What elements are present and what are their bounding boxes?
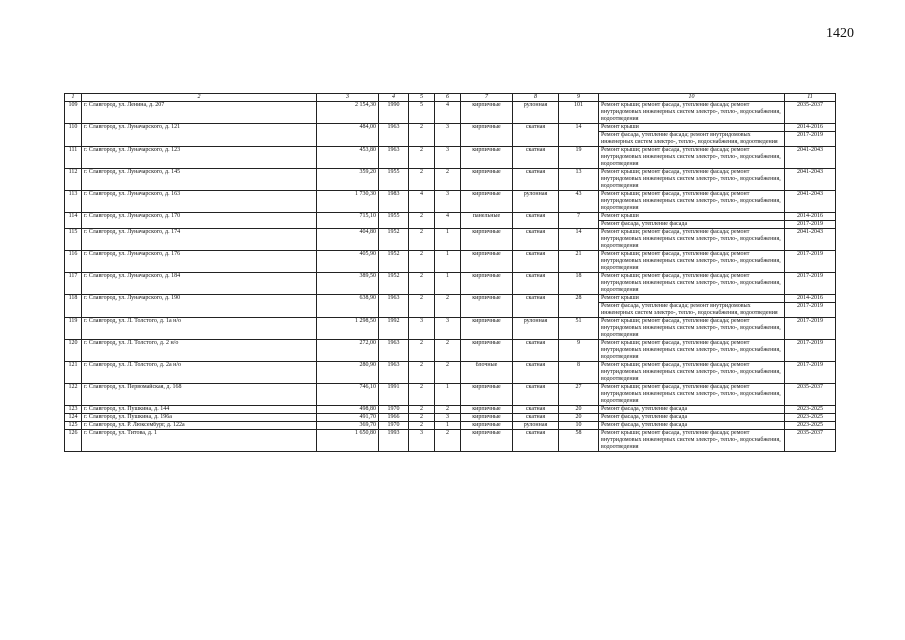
row-area: 2 154,30 [317, 102, 379, 124]
row-works: Ремонт фасада, утепление фасада [599, 406, 785, 414]
row-roof-type: скатная [513, 295, 559, 318]
row-address: г. Славгород, ул. Л. Толстого, д. 2а н/о [82, 362, 317, 384]
row-wall-material: кирпичные [461, 102, 513, 124]
table-body [65, 94, 836, 452]
row-period: 2017-2019 [785, 273, 836, 295]
row-works: Ремонт крыши; ремонт фасада, утепление фасада; ремонт внутридомовых инженерных систем электро-, тепло-, водоснабжения, водоотведения [599, 384, 785, 406]
row-entrances: 2 [435, 169, 461, 191]
column-number-row [65, 94, 836, 102]
row-area: 389,50 [317, 273, 379, 295]
table-row [65, 147, 836, 169]
row-year: 1963 [379, 340, 409, 362]
row-residents: 51 [559, 318, 599, 340]
column-header: 3 [317, 94, 379, 102]
row-year: 1992 [379, 318, 409, 340]
row-period: 2017-2019 [785, 318, 836, 340]
row-number: 118 [65, 295, 82, 318]
row-wall-material: кирпичные [461, 124, 513, 147]
row-year: 1963 [379, 124, 409, 147]
row-area: 1 730,30 [317, 191, 379, 213]
row-address: г. Славгород, ул. Луначарского, д. 184 [82, 273, 317, 295]
row-address: г. Славгород, ул. Луначарского, д. 174 [82, 229, 317, 251]
row-address: г. Славгород, ул. Луначарского, д. 145 [82, 169, 317, 191]
row-floors: 2 [409, 273, 435, 295]
row-period: 2035-2037 [785, 430, 836, 452]
column-header: 7 [461, 94, 513, 102]
row-entrances: 2 [435, 430, 461, 452]
row-number: 116 [65, 251, 82, 273]
row-number: 121 [65, 362, 82, 384]
row-entrances: 1 [435, 251, 461, 273]
table-row [65, 422, 836, 430]
row-entrances: 4 [435, 213, 461, 229]
row-area: 404,80 [317, 229, 379, 251]
row-residents: 21 [559, 251, 599, 273]
row-wall-material: кирпичные [461, 414, 513, 422]
row-entrances: 2 [435, 406, 461, 414]
row-floors: 2 [409, 406, 435, 414]
row-residents: 19 [559, 147, 599, 169]
table-row [65, 191, 836, 213]
row-address: г. Славгород, ул. Пушкина, д. 144 [82, 406, 317, 414]
row-floors: 2 [409, 384, 435, 406]
row-wall-material: кирпичные [461, 251, 513, 273]
row-wall-material: панельные [461, 213, 513, 229]
row-year: 1955 [379, 213, 409, 229]
row-roof-type: скатная [513, 273, 559, 295]
row-address: г. Славгород, ул. Луначарского, д. 170 [82, 213, 317, 229]
row-floors: 3 [409, 430, 435, 452]
row-residents: 28 [559, 295, 599, 318]
row-residents: 14 [559, 229, 599, 251]
row-residents: 7 [559, 213, 599, 229]
row-year: 1993 [379, 430, 409, 452]
row-works: Ремонт крыши; ремонт фасада, утепление фасада; ремонт внутридомовых инженерных систем электро-, тепло-, водоснабжения, водоотведения [599, 340, 785, 362]
row-works: Ремонт крыши [599, 124, 785, 132]
row-number: 125 [65, 422, 82, 430]
row-address: г. Славгород, ул. Титова, д. 1 [82, 430, 317, 452]
row-year: 1963 [379, 295, 409, 318]
row-number: 119 [65, 318, 82, 340]
row-roof-type: рулонная [513, 422, 559, 430]
row-residents: 8 [559, 362, 599, 384]
row-roof-type: рулонная [513, 318, 559, 340]
row-area: 498,80 [317, 406, 379, 414]
row-floors: 4 [409, 191, 435, 213]
row-period: 2023-2025 [785, 406, 836, 414]
row-entrances: 1 [435, 273, 461, 295]
row-works: Ремонт крыши; ремонт фасада, утепление фасада; ремонт внутридомовых инженерных систем электро-, тепло-, водоснабжения, водоотведения [599, 169, 785, 191]
row-number: 109 [65, 102, 82, 124]
row-wall-material: кирпичные [461, 406, 513, 414]
column-header: 9 [559, 94, 599, 102]
row-roof-type: рулонная [513, 191, 559, 213]
row-number: 123 [65, 406, 82, 414]
row-entrances: 3 [435, 318, 461, 340]
row-roof-type: скатная [513, 430, 559, 452]
row-wall-material: кирпичные [461, 229, 513, 251]
row-roof-type: скатная [513, 169, 559, 191]
row-residents: 58 [559, 430, 599, 452]
row-period: 2035-2037 [785, 384, 836, 406]
column-header: 8 [513, 94, 559, 102]
row-address: г. Славгород, ул. Луначарского, д. 121 [82, 124, 317, 147]
row-entrances: 2 [435, 295, 461, 318]
row-number: 115 [65, 229, 82, 251]
row-floors: 2 [409, 414, 435, 422]
row-address: г. Славгород, ул. Л. Толстого, д. 1а н/о [82, 318, 317, 340]
row-number: 114 [65, 213, 82, 229]
row-entrances: 3 [435, 414, 461, 422]
row-wall-material: кирпичные [461, 273, 513, 295]
row-number: 126 [65, 430, 82, 452]
row-number: 120 [65, 340, 82, 362]
row-works: Ремонт фасада, утепление фасада; ремонт внутридомовых инженерных систем электро-, тепло-, водоснабжения, водоотведения [599, 303, 785, 318]
row-wall-material: кирпичные [461, 384, 513, 406]
row-period: 2023-2025 [785, 414, 836, 422]
row-entrances: 2 [435, 340, 461, 362]
row-period: 2041-2043 [785, 169, 836, 191]
row-residents: 27 [559, 384, 599, 406]
row-works: Ремонт фасада, утепление фасада [599, 422, 785, 430]
row-entrances: 1 [435, 384, 461, 406]
row-area: 484,00 [317, 124, 379, 147]
row-number: 113 [65, 191, 82, 213]
row-period: 2017-2019 [785, 132, 836, 147]
row-wall-material: кирпичные [461, 169, 513, 191]
row-year: 1966 [379, 414, 409, 422]
row-area: 272,00 [317, 340, 379, 362]
row-roof-type: скатная [513, 124, 559, 147]
row-works: Ремонт крыши; ремонт фасада, утепление фасада; ремонт внутридомовых инженерных систем электро-, тепло-, водоснабжения, водоотведения [599, 251, 785, 273]
row-roof-type: скатная [513, 340, 559, 362]
row-year: 1963 [379, 147, 409, 169]
column-header: 1 [65, 94, 82, 102]
row-period: 2014-2016 [785, 295, 836, 303]
row-works: Ремонт крыши; ремонт фасада, утепление фасада; ремонт внутридомовых инженерных систем электро-, тепло-, водоснабжения, водоотведения [599, 362, 785, 384]
row-wall-material: кирпичные [461, 318, 513, 340]
row-address: г. Славгород, ул. Первомайская, д. 168 [82, 384, 317, 406]
row-residents: 18 [559, 273, 599, 295]
row-floors: 2 [409, 169, 435, 191]
row-period: 2017-2019 [785, 303, 836, 318]
table-row [65, 430, 836, 452]
column-header: 11 [785, 94, 836, 102]
row-floors: 2 [409, 295, 435, 318]
row-period: 2017-2019 [785, 362, 836, 384]
row-year: 1991 [379, 384, 409, 406]
row-floors: 3 [409, 318, 435, 340]
row-period: 2023-2025 [785, 422, 836, 430]
table-row [65, 102, 836, 124]
column-header: 5 [409, 94, 435, 102]
table-row [65, 406, 836, 414]
row-area: 491,70 [317, 414, 379, 422]
row-period: 2035-2037 [785, 102, 836, 124]
row-works: Ремонт крыши [599, 213, 785, 221]
row-residents: 101 [559, 102, 599, 124]
row-works: Ремонт крыши [599, 295, 785, 303]
page-number: 1420 [826, 26, 854, 41]
row-area: 1 298,50 [317, 318, 379, 340]
table-row [65, 229, 836, 251]
row-entrances: 3 [435, 124, 461, 147]
row-floors: 2 [409, 362, 435, 384]
column-header: 10 [599, 94, 785, 102]
row-entrances: 4 [435, 102, 461, 124]
row-period: 2041-2043 [785, 229, 836, 251]
table-row [65, 340, 836, 362]
row-entrances: 2 [435, 362, 461, 384]
housing-register-table [64, 93, 836, 452]
row-entrances: 3 [435, 191, 461, 213]
row-area: 638,90 [317, 295, 379, 318]
row-year: 1990 [379, 102, 409, 124]
table-row [65, 362, 836, 384]
table-row [65, 318, 836, 340]
row-address: г. Славгород, ул. Ленина, д. 207 [82, 102, 317, 124]
row-year: 1952 [379, 273, 409, 295]
row-period: 2014-2016 [785, 213, 836, 221]
row-wall-material: кирпичные [461, 422, 513, 430]
row-works: Ремонт фасада, утепление фасада; ремонт внутридомовых инженерных систем электро-, тепло-, водоснабжения, водоотведения [599, 132, 785, 147]
row-period: 2017-2019 [785, 251, 836, 273]
row-period: 2017-2019 [785, 221, 836, 229]
row-residents: 9 [559, 340, 599, 362]
row-works: Ремонт фасада, утепление фасада [599, 414, 785, 422]
row-year: 1952 [379, 251, 409, 273]
row-roof-type: скатная [513, 362, 559, 384]
row-floors: 2 [409, 213, 435, 229]
row-roof-type: скатная [513, 229, 559, 251]
row-floors: 2 [409, 124, 435, 147]
row-year: 1955 [379, 169, 409, 191]
row-area: 369,70 [317, 422, 379, 430]
row-works: Ремонт крыши; ремонт фасада, утепление фасада; ремонт внутридомовых инженерных систем электро-, тепло-, водоснабжения, водоотведения [599, 273, 785, 295]
row-floors: 2 [409, 147, 435, 169]
row-year: 1970 [379, 422, 409, 430]
row-address: г. Славгород, ул. Р. Люксембург, д. 122а [82, 422, 317, 430]
row-works: Ремонт фасада, утепление фасада [599, 221, 785, 229]
row-floors: 2 [409, 422, 435, 430]
row-wall-material: кирпичные [461, 295, 513, 318]
row-wall-material: кирпичные [461, 430, 513, 452]
row-residents: 14 [559, 124, 599, 147]
row-floors: 2 [409, 340, 435, 362]
table-row [65, 273, 836, 295]
row-wall-material: кирпичные [461, 147, 513, 169]
row-number: 112 [65, 169, 82, 191]
row-roof-type: скатная [513, 213, 559, 229]
row-residents: 13 [559, 169, 599, 191]
row-year: 1952 [379, 229, 409, 251]
row-works: Ремонт крыши; ремонт фасада, утепление фасада; ремонт внутридомовых инженерных систем электро-, тепло-, водоснабжения, водоотведения [599, 191, 785, 213]
row-roof-type: скатная [513, 406, 559, 414]
table-row [65, 124, 836, 132]
row-period: 2041-2043 [785, 147, 836, 169]
row-number: 111 [65, 147, 82, 169]
row-address: г. Славгород, ул. Луначарского, д. 123 [82, 147, 317, 169]
row-works: Ремонт крыши; ремонт фасада, утепление фасада; ремонт внутридомовых инженерных систем электро-, тепло-, водоснабжения, водоотведения [599, 147, 785, 169]
row-works: Ремонт крыши; ремонт фасада, утепление фасада; ремонт внутридомовых инженерных систем электро-, тепло-, водоснабжения, водоотведения [599, 229, 785, 251]
row-residents: 10 [559, 422, 599, 430]
row-period: 2014-2016 [785, 124, 836, 132]
column-header: 2 [82, 94, 317, 102]
row-roof-type: скатная [513, 414, 559, 422]
row-roof-type: скатная [513, 251, 559, 273]
row-area: 715,10 [317, 213, 379, 229]
row-area: 280,90 [317, 362, 379, 384]
row-number: 110 [65, 124, 82, 147]
row-address: г. Славгород, ул. Луначарского, д. 176 [82, 251, 317, 273]
row-address: г. Славгород, ул. Луначарского, д. 190 [82, 295, 317, 318]
row-entrances: 1 [435, 229, 461, 251]
row-works: Ремонт крыши; ремонт фасада, утепление фасада; ремонт внутридомовых инженерных систем электро-, тепло-, водоснабжения, водоотведения [599, 430, 785, 452]
row-roof-type: скатная [513, 147, 559, 169]
column-header: 4 [379, 94, 409, 102]
row-period: 2041-2043 [785, 191, 836, 213]
row-year: 1983 [379, 191, 409, 213]
table-row [65, 251, 836, 273]
table-row [65, 295, 836, 303]
row-entrances: 1 [435, 422, 461, 430]
row-wall-material: кирпичные [461, 340, 513, 362]
row-floors: 2 [409, 251, 435, 273]
row-year: 1963 [379, 362, 409, 384]
row-roof-type: скатная [513, 384, 559, 406]
table-row [65, 169, 836, 191]
row-roof-type: рулонная [513, 102, 559, 124]
row-floors: 2 [409, 229, 435, 251]
row-year: 1970 [379, 406, 409, 414]
row-address: г. Славгород, ул. Пушкина, д. 196а [82, 414, 317, 422]
row-residents: 20 [559, 406, 599, 414]
row-entrances: 3 [435, 147, 461, 169]
row-residents: 43 [559, 191, 599, 213]
table-row [65, 213, 836, 221]
table-row [65, 414, 836, 422]
row-area: 453,80 [317, 147, 379, 169]
row-period: 2017-2019 [785, 340, 836, 362]
row-area: 746,10 [317, 384, 379, 406]
row-address: г. Славгород, ул. Л. Толстого, д. 2 н/о [82, 340, 317, 362]
row-number: 122 [65, 384, 82, 406]
row-address: г. Славгород, ул. Луначарского, д. 163 [82, 191, 317, 213]
table-row [65, 384, 836, 406]
row-number: 124 [65, 414, 82, 422]
row-floors: 5 [409, 102, 435, 124]
row-wall-material: кирпичные [461, 191, 513, 213]
row-works: Ремонт крыши; ремонт фасада, утепление фасада; ремонт внутридомовых инженерных систем электро-, тепло-, водоснабжения, водоотведения [599, 102, 785, 124]
row-works: Ремонт крыши; ремонт фасада, утепление фасада; ремонт внутридомовых инженерных систем электро-, тепло-, водоснабжения, водоотведения [599, 318, 785, 340]
row-wall-material: блочные [461, 362, 513, 384]
column-header: 6 [435, 94, 461, 102]
row-residents: 20 [559, 414, 599, 422]
row-area: 405,90 [317, 251, 379, 273]
row-area: 1 650,80 [317, 430, 379, 452]
row-number: 117 [65, 273, 82, 295]
row-area: 359,20 [317, 169, 379, 191]
